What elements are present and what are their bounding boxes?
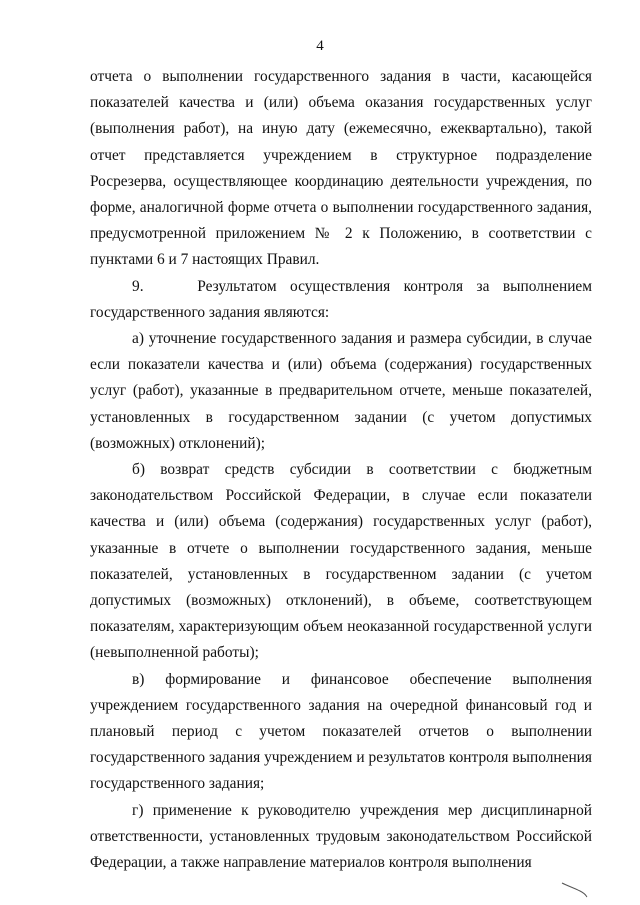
paragraph-v: в) формирование и финансовое обеспечение выполнения учреждением государственного задания на очередной финансовый год и плановый период с учетом показателей отчетов о выполнении государственного задания учреждением и результатов контроля выполнения государственного задания; xyxy=(90,670,592,793)
paragraph-g: г) применение к руководителю учреждения мер дисциплинарной ответственности, установленных трудовым законодательством Российской Федерации, а также направление материалов контроля выполнения xyxy=(90,801,592,872)
paragraph-9: 9. Результатом осуществления контроля за выполнением государственного задания являются: xyxy=(90,277,592,321)
paragraph-b: б) возврат средств субсидии в соответствии с бюджетным законодательством Российской Федерации, в случае если показатели качества и (или) объема (содержания) государственных услуг (работ), указанные в отчете о выполнении государственного задания, меньше показателей, установленных в государственном задании (с учетом допустимых (возможных) отклонений), в объеме, соответствующем показателям, характеризующим объем неоказанной государственной услуги (невыполненной работы); xyxy=(90,461,592,662)
document-body xyxy=(90,64,592,876)
paragraph-a: а) уточнение государственного задания и размера субсидии, в случае если показатели качества и (или) объема (содержания) государственных услуг (работ), указанные в предварительном отчете, меньше показателей, установленных в государственном задании (с учетом допустимых (возможных) отклонений); xyxy=(90,330,592,452)
paragraph-intro: отчета о выполнении государственного задания в части, касающейся показателей качества и (или) объема оказания государственных услуг (выполнения работ), на иную дату (ежемесячно, ежеквартально), такой отчет представляется учреждением в структурное подразделение Росрезерва, осуществляющее координацию деятельности учреждения, по форме, аналогичной форме отчета о выполнении государственного задания, предусмотренной приложением № 2 к Положению, в соответствии с пунктами 6 и 7 настоящих Правил. xyxy=(90,68,592,269)
signature-mark xyxy=(560,880,590,898)
page-number: 4 xyxy=(316,38,324,54)
